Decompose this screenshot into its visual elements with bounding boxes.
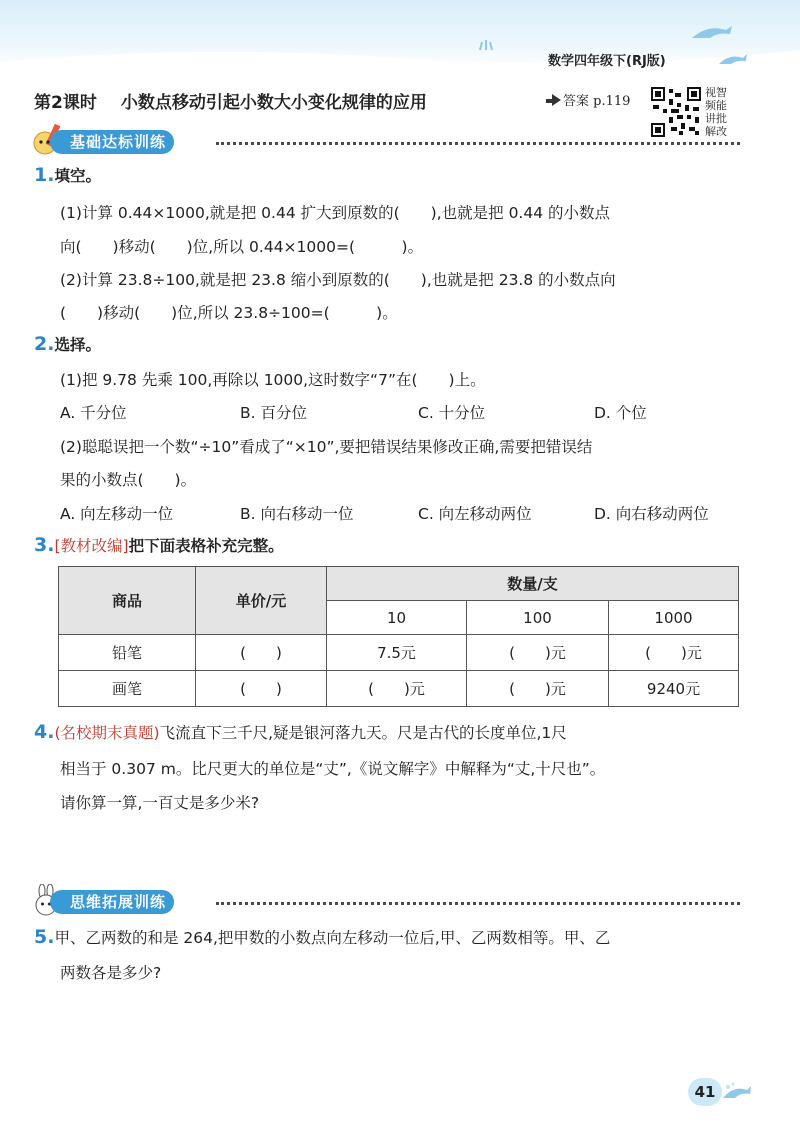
option-a[interactable]: A. 千分位: [60, 404, 127, 422]
answer-reference[interactable]: [546, 90, 630, 109]
price-table: [58, 566, 739, 707]
row-item: 画笔: [59, 671, 196, 707]
dolphin-icon: [722, 1082, 752, 1104]
question-5-line-1: 5.甲、乙两数的和是 264,把甲数的小数点向左移动一位后,甲、乙两数相等。甲、乙: [34, 926, 611, 948]
row-cell-blank[interactable]: ( )元: [467, 635, 609, 671]
option-c[interactable]: C. 向左移动两位: [418, 505, 532, 523]
wave-decoration: [0, 40, 800, 80]
row-price-blank[interactable]: ( ): [196, 635, 327, 671]
header-qty-10: 10: [327, 601, 467, 635]
option-b[interactable]: B. 百分位: [240, 404, 307, 422]
row-cell: 9240元: [609, 671, 739, 707]
page-number: 41: [688, 1078, 722, 1106]
header-quantity: 数量/支: [327, 567, 739, 601]
row-cell-blank[interactable]: ( )元: [327, 671, 467, 707]
option-c[interactable]: C. 十分位: [418, 404, 486, 422]
question-1-line-4: ( )移动( )位,所以 23.8÷100=( )。: [60, 304, 398, 322]
question-1-line-3: (2)计算 23.8÷100,就是把 23.8 缩小到原数的( ),也就是把 23.8 的小数点向: [60, 271, 616, 289]
option-a[interactable]: A. 向左移动一位: [60, 505, 174, 523]
header-price: 单价/元: [196, 567, 327, 635]
option-d[interactable]: D. 向右移动两位: [594, 505, 709, 523]
question-4-line-3: 请你算一算,一百丈是多少米?: [60, 794, 260, 812]
question-2-heading: 2.选择。: [34, 333, 101, 355]
header-qty-1000: 1000: [609, 601, 739, 635]
question-5-line-2: 两数各是多少?: [60, 964, 162, 982]
row-cell-blank[interactable]: ( )元: [609, 635, 739, 671]
section-extended-training: [30, 888, 740, 916]
answer-ref-text: 答案 p.119: [563, 94, 631, 109]
row-cell-blank[interactable]: ( )元: [467, 671, 609, 707]
question-1-line-1: (1)计算 0.44×1000,就是把 0.44 扩大到原数的( ),也就是把 0.44 的小数点: [60, 204, 611, 222]
question-2-sub-2-line-2: 果的小数点( )。: [60, 471, 197, 489]
lesson-heading: [34, 88, 427, 113]
section-basic-label: 基础达标训练: [50, 130, 174, 154]
row-cell: 7.5元: [327, 635, 467, 671]
section-extend-label: 思维拓展训练: [50, 890, 174, 914]
table-row: [59, 635, 739, 671]
question-4-line-1: 4.(名校期末真题)飞流直下三千尺,疑是银河落九天。尺是古代的长度单位,1尺: [34, 721, 567, 743]
question-1-heading: 1.填空。: [34, 164, 101, 186]
header-item: 商品: [59, 567, 196, 635]
table-row: [59, 671, 739, 707]
row-item: 铅笔: [59, 635, 196, 671]
question-2-sub-2-line-1: (2)聪聪误把一个数“÷10”看成了“×10”,要把错误结果修改正确,需要把错误结: [60, 438, 593, 456]
lesson-title: 小数点移动引起小数大小变化规律的应用: [120, 93, 427, 113]
book-title: 数学四年级下(RJ版): [548, 54, 666, 69]
question-2-sub-1: (1)把 9.78 先乘 100,再除以 1000,这时数字“7”在( )上。: [60, 371, 486, 389]
question-4-line-2: 相当于 0.307 m。比尺更大的单位是“丈”,《说文解字》中解释为“丈,十尺也”。: [60, 760, 606, 778]
dolphin-icon: [718, 52, 748, 68]
dotted-divider: [216, 142, 740, 145]
splash-icon: [476, 40, 496, 52]
dolphin-icon: [690, 22, 734, 44]
option-d[interactable]: D. 个位: [594, 404, 647, 422]
question-1-line-2: 向( )移动( )位,所以 0.44×1000=( )。: [60, 238, 424, 256]
lesson-number: 第2课时: [34, 93, 97, 113]
section-basic-training: [30, 128, 740, 156]
table-header-row: [59, 567, 739, 601]
question-3-heading: 3.[教材改编]把下面表格补充完整。: [34, 534, 284, 556]
dotted-divider: [216, 902, 740, 905]
qr-caption: 视智 频能 讲批 解改: [705, 86, 727, 138]
header-qty-100: 100: [467, 601, 609, 635]
row-price-blank[interactable]: ( ): [196, 671, 327, 707]
option-b[interactable]: B. 向右移动一位: [240, 505, 354, 523]
